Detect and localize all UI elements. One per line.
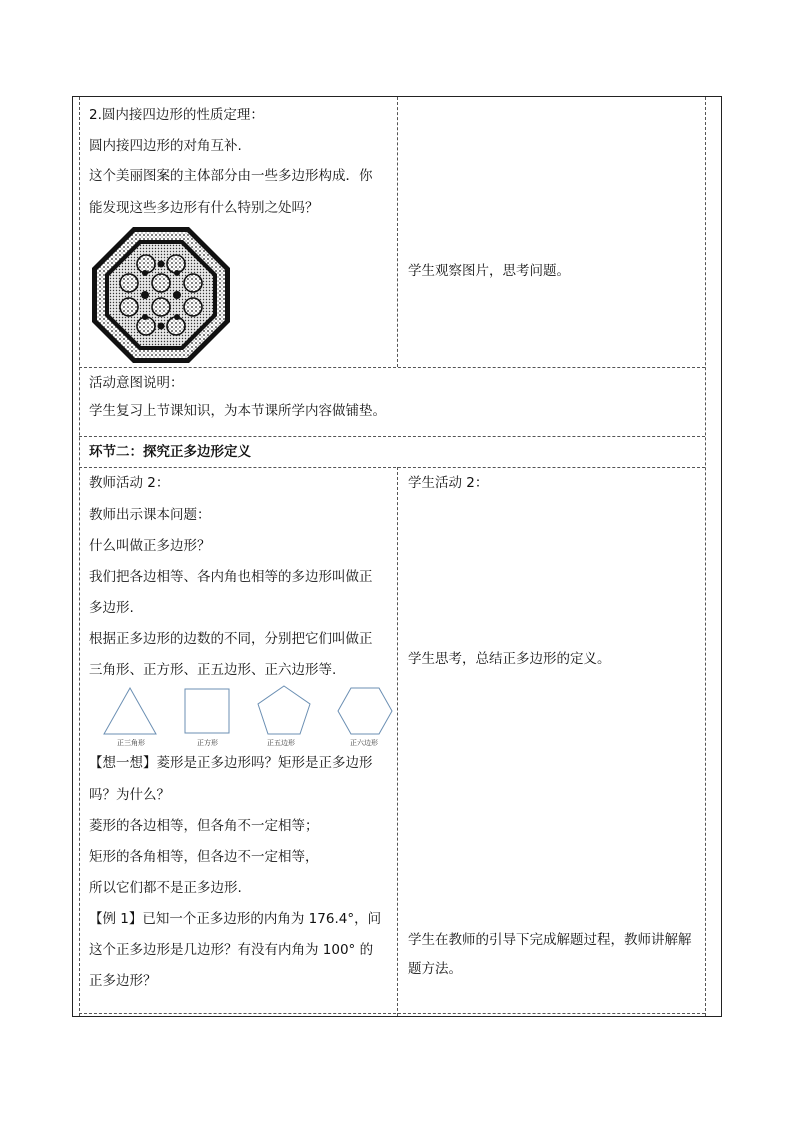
shape-label-triangle: 正三角形 xyxy=(117,739,145,747)
teacher-text-line-3: 我们把各边相等、各内角也相等的多边形叫做正 xyxy=(89,569,373,585)
column-divider-1 xyxy=(397,97,398,367)
octagonal-mosaic-pattern-icon xyxy=(91,226,231,364)
pattern-question-line-1: 这个美丽图案的主体部分由一些多边形构成．你 xyxy=(89,168,373,184)
student-activity-header: 学生活动 2： xyxy=(408,475,489,491)
think-line-5: 所以它们都不是正多边形. xyxy=(89,880,242,896)
step2-title: 环节二：探究正多边形定义 xyxy=(89,444,251,460)
student-solve-line-1: 学生在教师的引导下完成解题过程，教师讲解解 xyxy=(408,932,692,948)
hexagon-icon xyxy=(336,686,394,736)
square-icon xyxy=(184,688,230,734)
pattern-question-line-2: 能发现这些多边形有什么特别之处吗？ xyxy=(89,200,319,216)
teacher-text-line-1: 教师出示课本问题： xyxy=(89,507,211,523)
triangle-icon xyxy=(102,686,158,736)
intent-title: 活动意图说明： xyxy=(89,375,184,391)
row-divider-intent xyxy=(79,367,705,368)
row-divider-teacher2 xyxy=(79,467,705,468)
pentagon-icon xyxy=(256,684,312,736)
teacher-activity-header: 教师活动 2： xyxy=(89,475,170,491)
teacher-text-line-6: 三角形、正方形、正五边形、正六边形等. xyxy=(89,662,337,678)
shape-label-square: 正方形 xyxy=(197,739,218,747)
row-divider-step2 xyxy=(79,436,705,437)
think-line-4: 矩形的各角相等，但各边不一定相等， xyxy=(89,849,319,865)
teacher-text-line-2: 什么叫做正多边形？ xyxy=(89,538,211,554)
teacher-text-line-4: 多边形. xyxy=(89,600,134,616)
property-theorem-heading: 2.圆内接四边形的性质定理： xyxy=(89,107,264,123)
example-line-1: 【例 1】已知一个正多边形的内角为 176.4°，问 xyxy=(89,911,382,927)
table-left-inner-border xyxy=(79,97,80,1016)
shape-label-pentagon: 正五边形 xyxy=(267,739,295,747)
shape-label-hexagon: 正六边形 xyxy=(350,739,378,747)
example-line-2: 这个正多边形是几边形？有没有内角为 100° 的 xyxy=(89,942,374,958)
column-divider-2 xyxy=(397,467,398,1016)
think-line-3: 菱形的各边相等，但各角不一定相等； xyxy=(89,818,319,834)
student-observe-text: 学生观察图片，思考问题。 xyxy=(408,263,570,279)
think-line-1: 【想一想】菱形是正多边形吗？矩形是正多边形 xyxy=(89,755,373,771)
table-right-inner-border xyxy=(705,97,706,1016)
think-line-2: 吗？为什么？ xyxy=(89,787,170,803)
property-theorem-text: 圆内接四边形的对角互补. xyxy=(89,138,242,154)
student-solve-line-2: 题方法。 xyxy=(408,961,462,977)
student-definition-text: 学生思考，总结正多边形的定义。 xyxy=(408,651,611,667)
teacher-text-line-5: 根据正多边形的边数的不同，分别把它们叫做正 xyxy=(89,631,373,647)
row-divider-bottom xyxy=(79,1013,705,1014)
intent-text: 学生复习上节课知识，为本节课所学内容做铺垫。 xyxy=(89,403,386,419)
example-line-3: 正多边形？ xyxy=(89,973,157,989)
